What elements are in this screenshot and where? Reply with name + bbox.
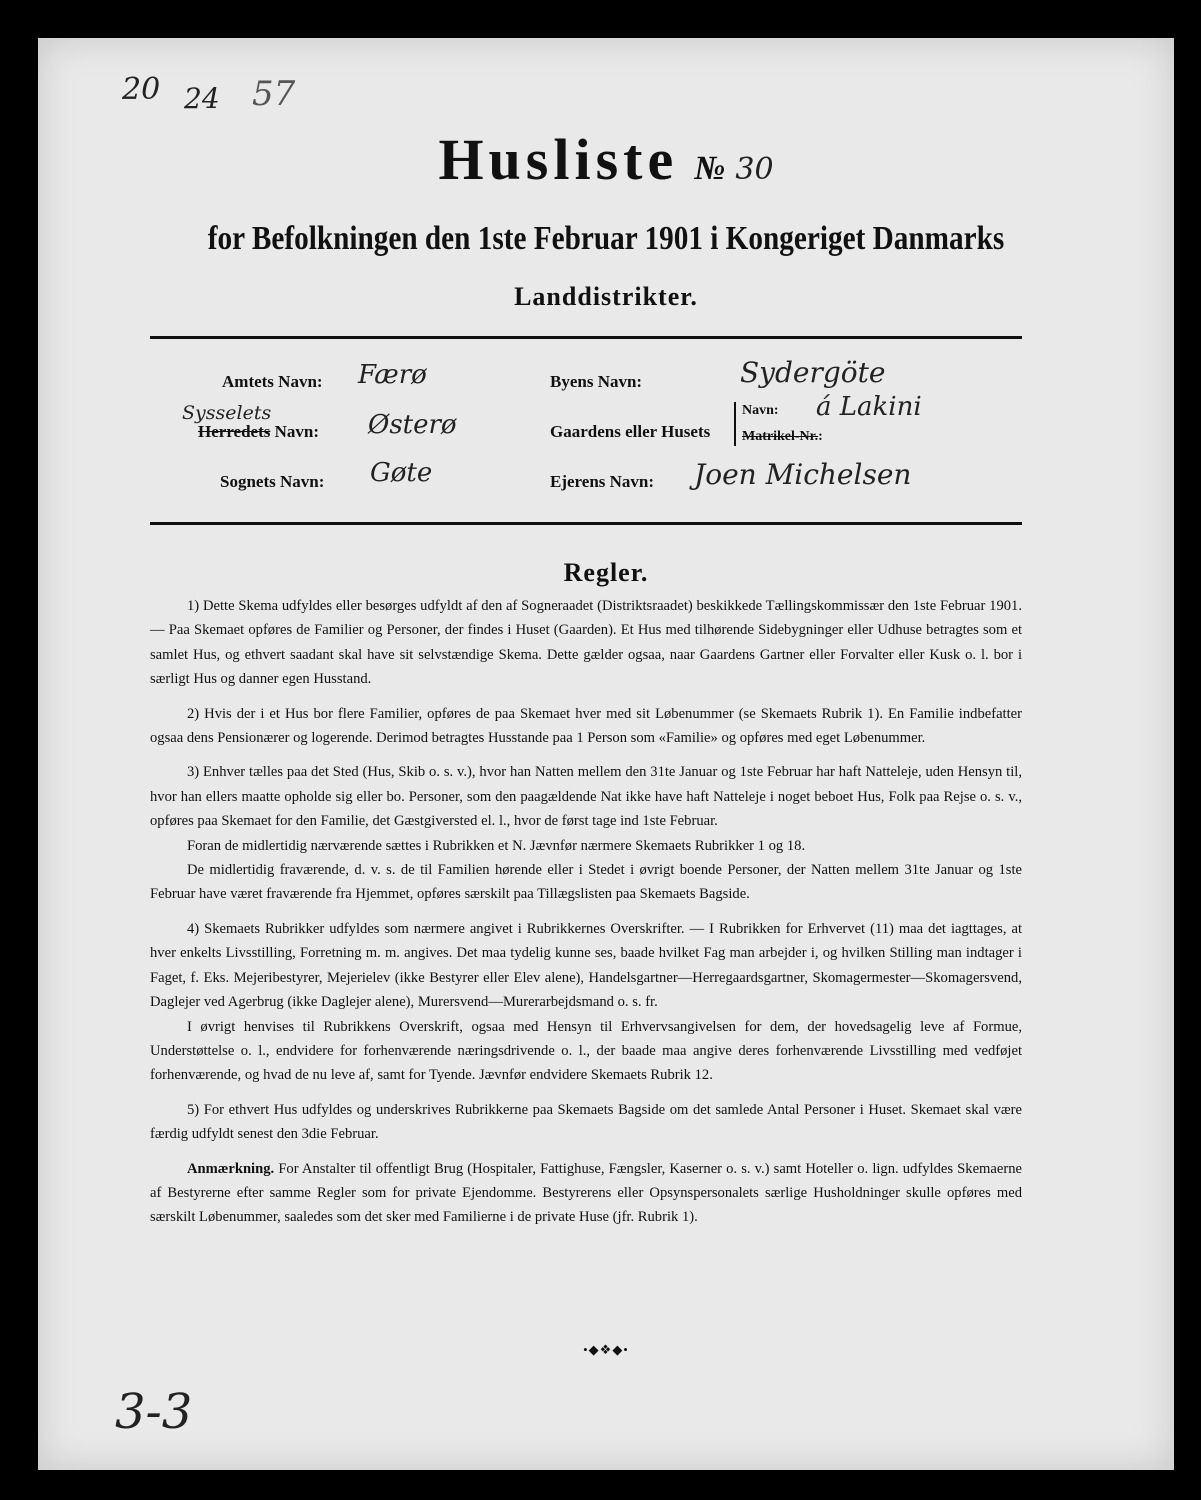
fields-divider [150,522,1022,525]
rule-5: 5) For ethvert Hus udfyldes og underskrives Rubrikkerne paa Skemaets Bagside om det samlede Antal Personer i Huset. Skemaet skal være færdig udfyldt senest den 3die Februar. [150,1101,1022,1143]
rule-2: 2) Hvis der i et Hus bor flere Familier, opføres de paa Skemaet hver med sit Løbenummer (se Skemaets Rubrik 1). En Familie indbefatter ogsaa dens Pensionærer og logerende. Derimod betragtes Husstande paa 1 Person som «Familie» og opføres med eget Løbenummer. [150,705,1022,747]
corner-number-1: 20 [122,72,161,107]
ejer-label: Ejerens Navn: [550,472,655,491]
corner-number-3: 57 [252,74,296,114]
herred-handwritten-correction: Sysselets [182,402,272,424]
form-title [38,126,1174,193]
note [150,1157,1022,1230]
title-text: Husliste [438,127,679,192]
herred-value: Østerø [368,410,457,440]
gaard-bracket [734,402,736,446]
sogn-label: Sognets Navn: [220,472,325,491]
matrikel-label [742,429,823,445]
note-text: For Anstalter til offentligt Brug (Hospitaler, Fattighuse, Fængsler, Kaserner o. s. v.) samt Hoteller o. lign. udfyldes Skemaerne af Bestyrerne efter samme Regler som for private Ejendomme. Bestyrerens eller Opsynspersonalets særlige Husholdninger skulle opføres med særskilt Løbenummer, saaledes som det sker med Familierne i de private Huse (jfr. Rubrik 1). [150,1160,1022,1226]
ejer-value: Joen Michelsen [694,458,912,491]
amt-label: Amtets Navn: [222,372,323,391]
herred-label-struck: Herredets [198,422,271,441]
rule-4-further: I øvrigt henvises til Rubrikkens Overskrift, ogsaa med Hensyn til Erhvervsangivelsen for dem, der hovedsagelig leve af Formue, Understøttelse o. l., endvidere for forhenværende næringsdrivende o. l., der baade maa angive deres forhenværende Livsstilling med vedføjet forhenværende, og hvad de nu leve af, samt for Tyende. Jævnfør endvidere Skemaets Rubrik 12. [150,1018,1022,1084]
rule-3-main: 3) Enhver tælles paa det Sted (Hus, Skib o. s. v.), hvor han Natten mellem den 31te Januar og 1ste Februar har haft Natteleje, uden Hensyn til, hvor han ellers maatte opholde sig eller bo. Personer, som den paagældende Nat ikke have haft Natteleje i noget beboet Hus, Folk paa Rejse o. s. v., opføres paa Skemaet for den Familie, det Gæstgiversted el. l., hvor de først tage ind 1ste Februar. [150,764,1022,830]
matrikel-colon: : [818,429,823,444]
rules-heading: Regler. [563,558,649,587]
herred-label-navn: Navn: [274,422,320,441]
note-label: Anmærkning. [187,1160,275,1177]
footer-ornament: •◆❖◆• [583,1342,629,1357]
herred-label [198,422,319,442]
district-heading: Landdistrikter. [514,282,698,311]
rule-4-main: 4) Skemaets Rubrikker udfyldes som nærmere angivet i Rubrikkernes Overskrifter. — I Rubrikken for Erhvervet (11) maa det iagttages, at hver enkelts Livsstilling, Forretning m. m. angives. Det maa tydelig kunne ses, baade hvilket Fag man arbejder i, og hvilken Stilling man indtager i Faget, f. Eks. Mejeribestyrer, Mejerielev (ikke Bestyrer eller Elev alene), Handelsgartner—Herregaardsgartner, Skomagermester—Skomagersvend, Daglejer ved Agerbrug (ikke Daglejer alene), Murersvend—Murerarbejdsmand o. s. fr. [150,920,1022,1011]
top-divider [150,336,1022,339]
matrikel-label-struck: Matrikel-Nr. [742,429,819,444]
sogn-value: Gøte [370,458,433,488]
gaard-navn-value: á Lakini [816,392,922,422]
rule-1: 1) Dette Skema udfyldes eller besørges udfyldt af den af Sogneraadet (Distriktsraadet) beskikkede Tællingskommissær den 1ste Februar 1901. — Paa Skemaet opføres de Familier og Personer, der findes i Huset (Gaarden). Et Hus med tilhørende Sidebygninger eller Udhuse betragtes som et samlet Hus, og ethvert saadant skal have sit selvstændige Skema. Dette gælder ogsaa, naar Gaardens Gartner eller Forvalter eller Kusk o. l. bor i særligt Hus og danner egen Husstand. [150,598,1022,688]
form-subtitle: for Befolkningen den 1ste Februar 1901 i Kongeriget Danmarks [207,220,1005,257]
by-label: Byens Navn: [550,372,643,391]
rule-3-absent: De midlertidig fraværende, d. v. s. de til Familien hørende eller i Stedet i øvrigt boende Personer, der Natten mellem 31te Januar og 1ste Februar have været fraværende fra Hjemmet, opføres særskilt paa Tillægslisten paa Skemaets Bagside. [150,862,1022,903]
gaard-label: Gaardens eller Husets [550,422,711,441]
list-number: 30 [735,152,774,187]
rules-body [150,594,1022,1230]
bottom-handwritten-mark: 3-3 [115,1384,193,1440]
rule-3-present: Foran de midlertidig nærværende sættes i Rubrikken et N. Jævnfør nærmere Skemaets Rubrikker 1 og 18. [187,837,806,854]
by-value: Sydergöte [740,356,886,389]
census-form-page [38,38,1174,1470]
amt-value: Færø [358,360,427,390]
number-sign: № [694,150,726,187]
corner-number-2: 24 [184,82,220,115]
gaard-navn-label: Navn: [742,403,779,418]
